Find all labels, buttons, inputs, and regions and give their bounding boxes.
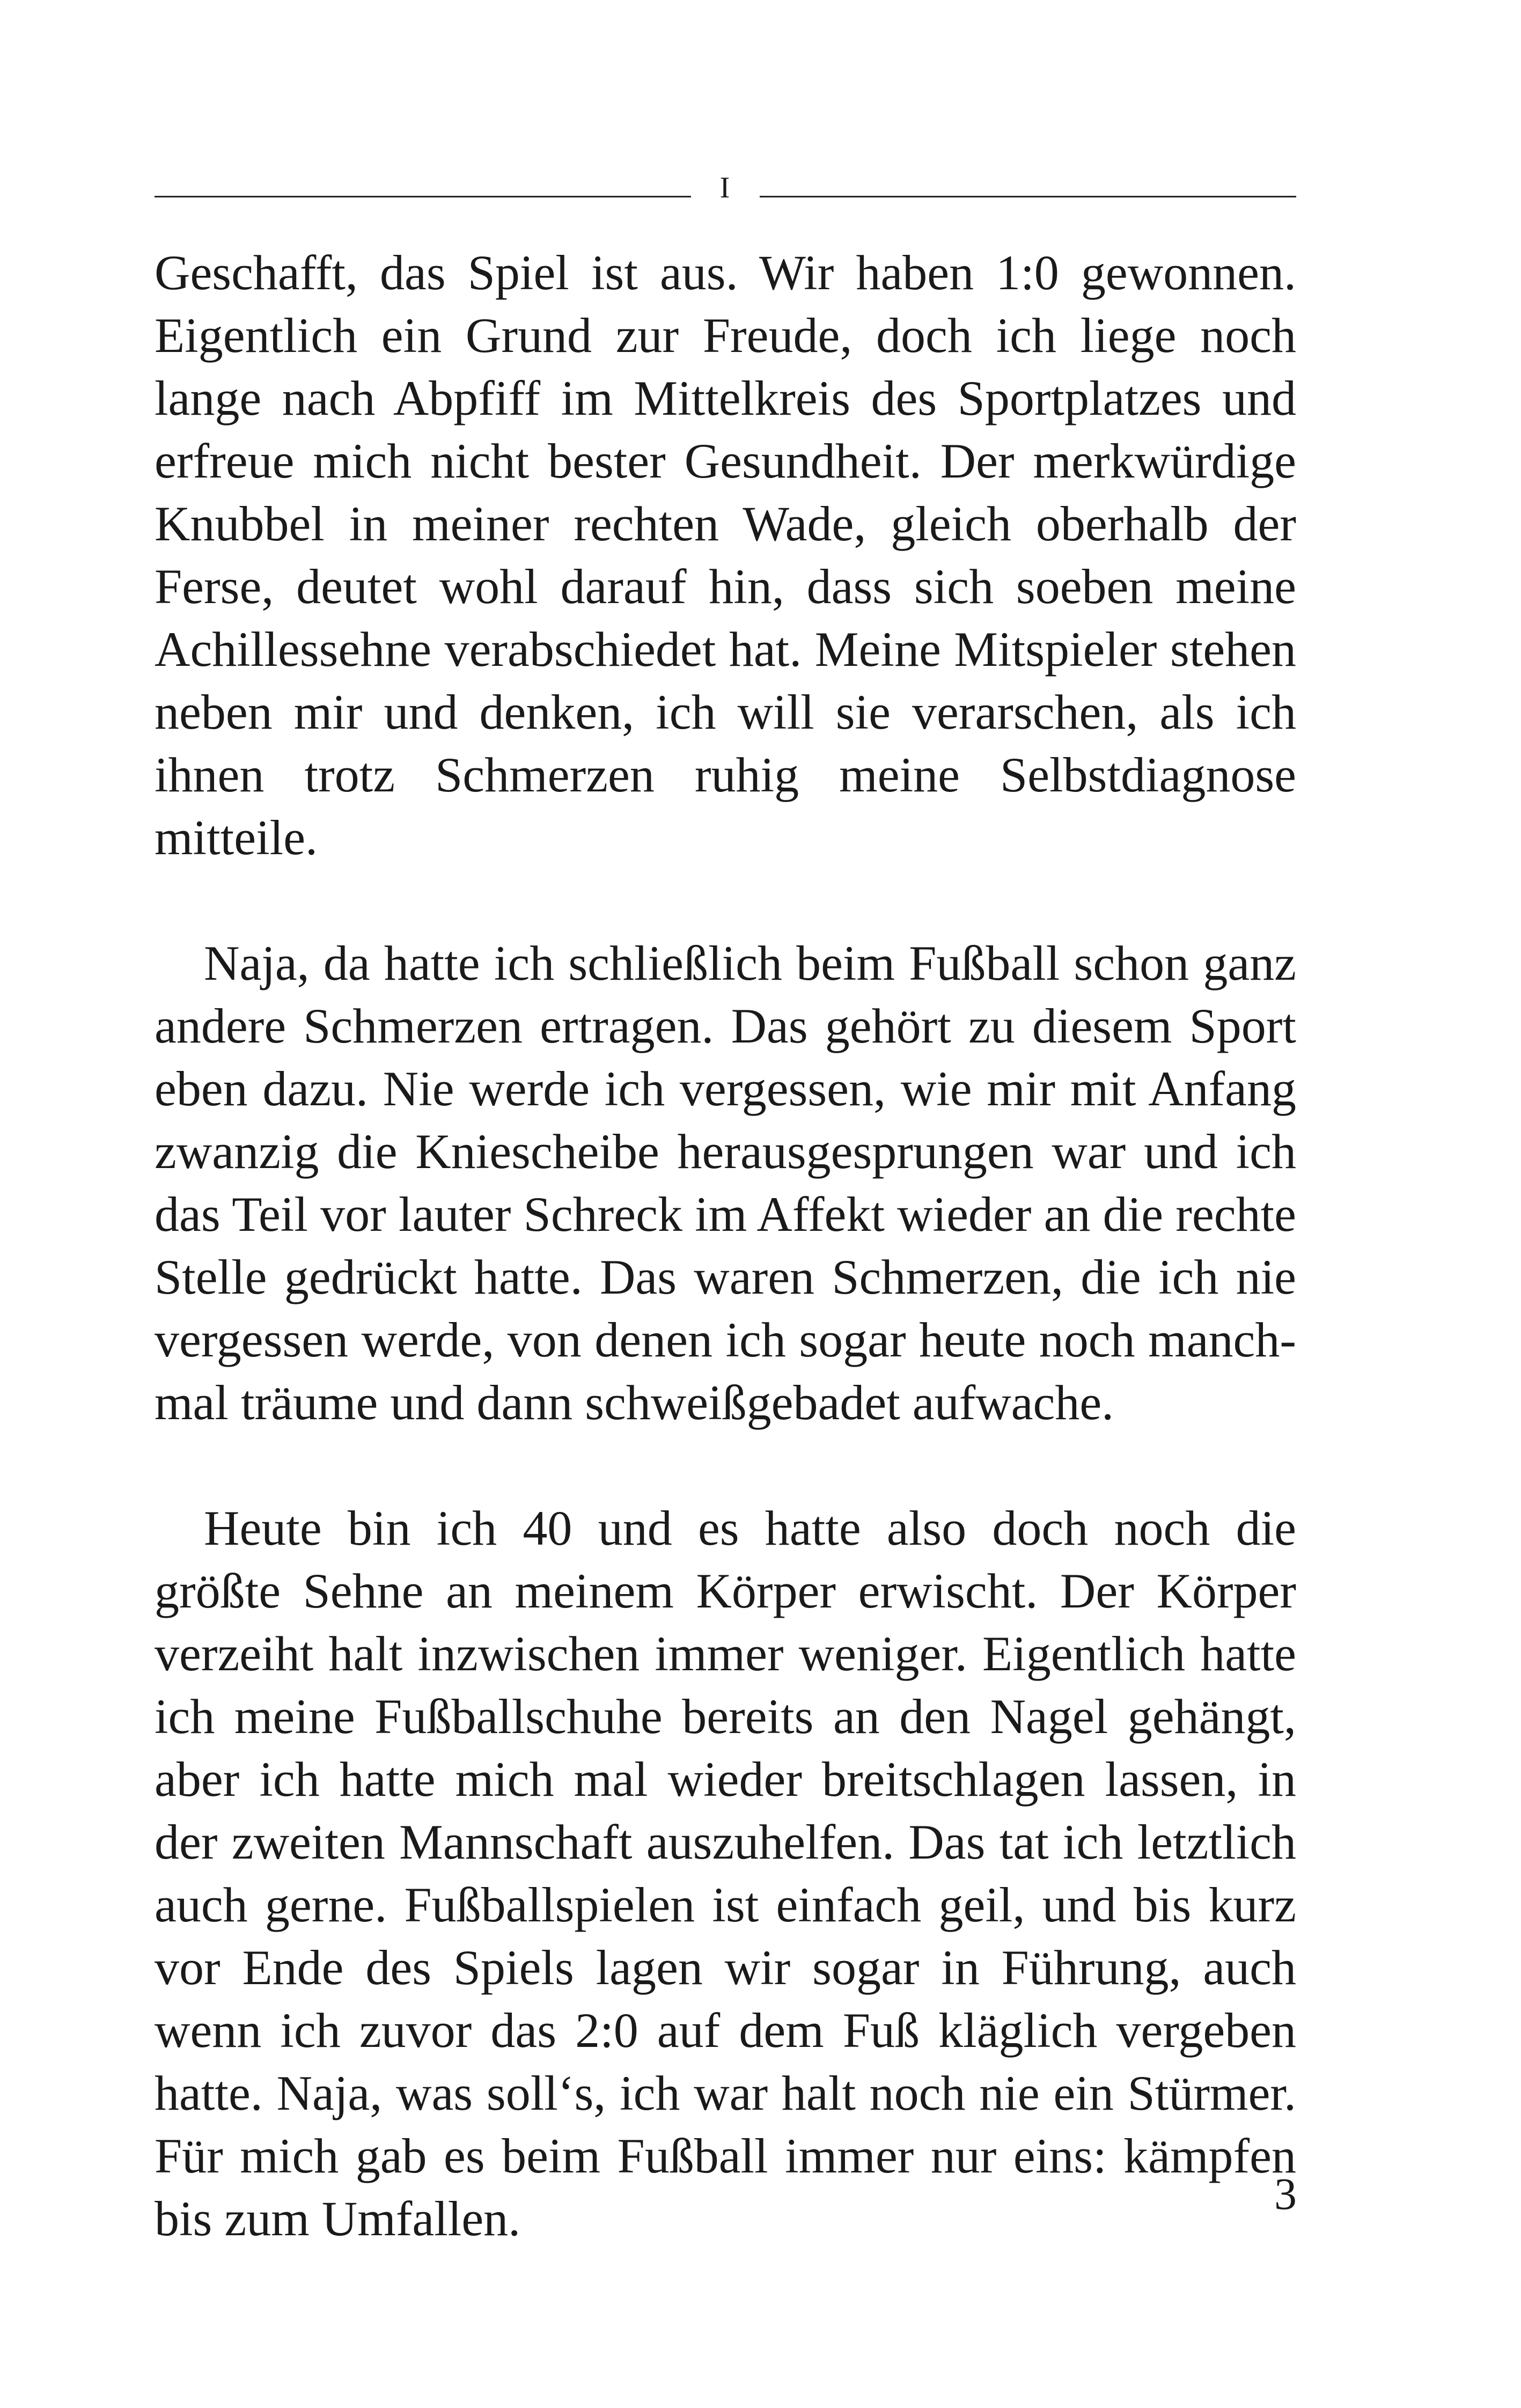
- chapter-number: I: [719, 171, 731, 204]
- page-number: 3: [1274, 2169, 1297, 2219]
- paragraph-2: Naja, da hatte ich schließlich beim Fußball schon ganz andere Schmerzen ertragen. Das gehört zu diesem Sport eben dazu. Nie werde ich vergessen, wie mir mit Anfang zwanzig die Kniescheibe herausgesprungen war und ich das Teil vor lauter Schreck im Affekt wieder an die rechte Stelle gedrückt hatte. Das waren Schmerzen, die ich nie vergessen werde, von denen ich sogar heute noch manchmal träume und dann schweißgebadet aufwache.: [155, 936, 1296, 1430]
- paragraph-1: Geschafft, das Spiel ist aus. Wir haben 1:0 gewonnen. Eigentlich ein Grund zur Freude, doch ich liege noch lange nach Abpfiff im Mittelkreis des Sportplatzes und erfreue mich nicht bester Gesundheit. Der merkwürdige Knubbel in meiner rechten Wade, gleich oberhalb der Ferse, deutet wohl darauf hin, dass sich soeben meine Achillessehne verabschiedet hat. Meine Mitspieler stehen neben mir und denken, ich will sie verarschen, als ich ihnen trotz Schmerzen ruhig meine Selbstdiagnose mitteile.: [155, 245, 1296, 865]
- header-rule-right: [760, 196, 1296, 197]
- header-rule-left: [155, 196, 691, 197]
- paragraph-3: Heute bin ich 40 und es hatte also doch noch die größte Sehne an meinem Körper erwischt. Der Körper verzeiht halt inzwischen immer weniger. Eigentlich hatte ich meine Fußballschuhe bereits an den Nagel gehängt, aber ich hatte mich mal wieder breitschlagen lassen, in der zweiten Mannschaft auszuhelfen. Das tat ich letztlich auch gerne. Fußballspielen ist einfach geil, und bis kurz vor Ende des Spiels lagen wir sogar in Führung, auch wenn ich zuvor das 2:0 auf dem Fuß kläglich vergeben hatte. Naja, was soll‘s, ich war halt noch nie ein Stürmer. Für mich gab es beim Fußball immer nur eins: kämpfen bis zum Umfallen.: [155, 1501, 1296, 2246]
- chapter-header: [155, 166, 1296, 209]
- body-text: [155, 241, 1296, 2250]
